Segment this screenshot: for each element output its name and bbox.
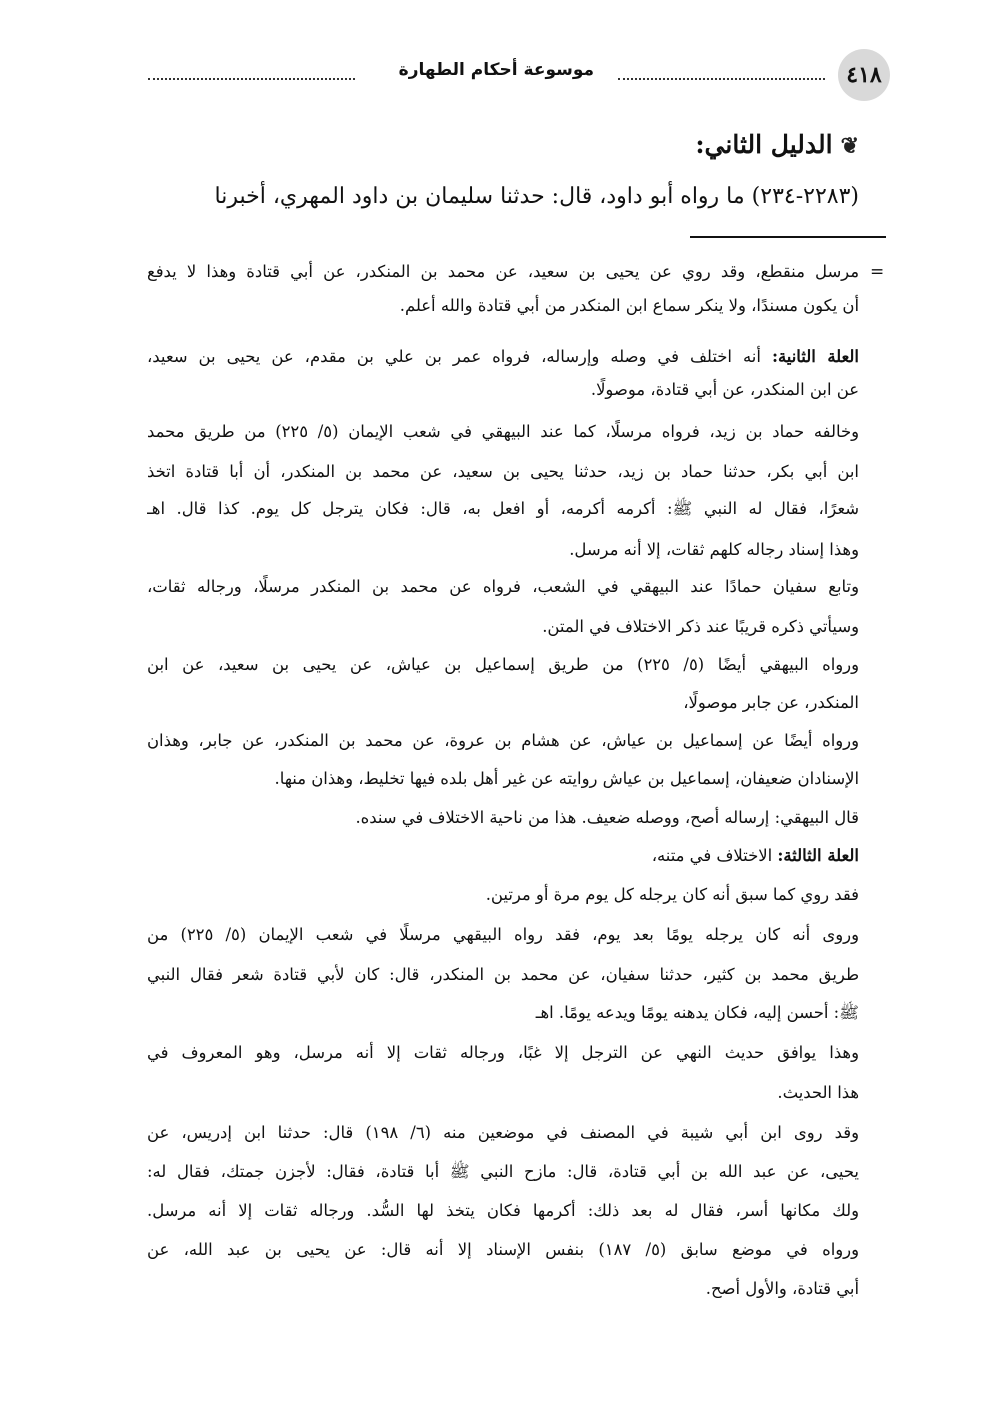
- footnote-line: العلة الثانية: أنه اختلف في وصله وإرساله، فرواه عمر بن علي بن مقدم، عن يحيى بن سعيد،: [147, 347, 859, 366]
- footnote-line: وخالفه حماد بن زيد، فرواه مرسلًا، كما عند البيهقي في شعب الإيمان (٥/ ٢٢٥) من طريق محمد: [147, 422, 859, 441]
- footnote-line: أن يكون مسندًا، ولا ينكر سماع ابن المنكدر من أبي قتادة والله أعلم.: [399, 296, 859, 315]
- footnote-line: وهذا يوافق حديث النهي عن الترجل إلا غبًا، ورجاله ثقات إلا أنه مرسل، وهو المعروف في: [147, 1043, 859, 1062]
- footnote-line: ورواه أيضًا عن إسماعيل بن عياش، عن هشام بن عروة، عن محمد بن المنكدر، عن جابر، وهذان: [147, 731, 859, 750]
- footnote-line: ورواه في موضع سابق (٥/ ١٨٧) بنفس الإسناد إلا أنه قال: عن يحيى بن عبد الله، عن: [147, 1240, 859, 1259]
- footnote-label: العلة الثالثة:: [777, 846, 859, 865]
- leaf-icon: ❦: [840, 133, 859, 159]
- footnote-line: مرسل منقطع، وقد روي عن يحيى بن سعيد، عن محمد بن المنكدر، عن أبي قتادة وهذا لا يدفع: [147, 262, 859, 281]
- footnote-line: المنكدر، عن جابر موصولًا،: [683, 693, 859, 712]
- section-heading-text: الدليل الثاني:: [695, 130, 833, 159]
- footnote-line: قال البيهقي: إرساله أصح، ووصله ضعيف. هذا من ناحية الاختلاف في سنده.: [355, 808, 859, 827]
- footnote-line: وروى أنه كان يرجله يومًا بعد يوم، فقد رواه البيقهي مرسلًا في شعب الإيمان (٥/ ٢٢٥) من: [147, 925, 859, 944]
- footnote-label: العلة الثانية:: [771, 347, 859, 366]
- footnote-line: وسيأتي ذكره قريبًا عند ذكر الاختلاف في المتن.: [542, 617, 859, 636]
- footnote-line: ﷺ: أحسن إليه، فكان يدهنه يومًا ويدعه يومًا. اهـ: [535, 1003, 859, 1022]
- footnote-line: وتابع سفيان حمادًا عند البيهقي في الشعب، فرواه عن محمد بن المنكدر مرسلًا، ورجاله ثقات،: [147, 577, 859, 596]
- footnote-continuation-mark: =: [870, 262, 885, 282]
- running-header-title: موسوعة أحكام الطهارة: [398, 60, 594, 80]
- hadith-text-line: (٢٢٨٣-٢٣٤) ما رواه أبو داود، قال: حدثنا سليمان بن داود المهري، أخبرنا: [214, 184, 859, 209]
- footnote-line: ولك مكانها أسر، فقال له بعد ذلك: أكرمها فكان يتخذ لها السُّد. ورجاله ثقات إلا أنه مرسل.: [147, 1201, 859, 1220]
- header-dotted-rule-right: [618, 78, 825, 80]
- header-dotted-rule-left: [148, 78, 355, 80]
- footnote-line: أبي قتادة، والأول أصح.: [705, 1279, 859, 1298]
- footnote-line: شعرًا، فقال له النبي ﷺ: أكرمه أكرمه، أو افعل به، قال: فكان يترجل كل يوم. كذا قال. اهـ: [147, 499, 859, 518]
- footnote-line: الإسنادان ضعيفان، إسماعيل بن عياش روايته عن غير أهل بلده فيها تخليط، وهذان منها.: [274, 769, 859, 788]
- section-heading: [695, 130, 859, 159]
- footnote-line: ابن أبي بكر، حدثنا حماد بن زيد، حدثنا يحيى بن سعيد، عن محمد بن المنكدر، أن أبا قتادة اتخذ: [147, 462, 859, 481]
- footnote-separator: [690, 236, 886, 238]
- page-number: ٤١٨: [838, 49, 890, 101]
- footnote-line: هذا الحديث.: [777, 1083, 859, 1102]
- footnote-line: فقد روي كما سبق أنه كان يرجله كل يوم مرة أو مرتين.: [485, 885, 859, 904]
- footnote-line: عن ابن المنكدر، عن أبي قتادة، موصولًا.: [590, 380, 859, 399]
- footnote-line: يحيى، عن عبد الله بن أبي قتادة، قال: مازح النبي ﷺ أبا قتادة، فقال: لأجزن جمتك، فقال له:: [147, 1162, 859, 1181]
- footnote-line: وهذا إسناد رجاله كلهم ثقات، إلا أنه مرسل.: [569, 540, 859, 559]
- footnote-line: طريق محمد بن كثير، حدثنا سفيان، عن محمد بن المنكدر، قال: كان لأبي قتادة شعر فقال النبي: [147, 965, 859, 984]
- footnote-line: وقد روى ابن أبي شيبة في المصنف في موضعين منه (٦/ ١٩٨) قال: حدثنا ابن إدريس، عن: [147, 1123, 859, 1142]
- footnote-line: ورواه البيهقي أيضًا (٥/ ٢٢٥) من طريق إسماعيل بن عياش، عن يحيى بن سعيد، عن ابن: [147, 655, 859, 674]
- footnote-line: العلة الثالثة: الاختلاف في متنه،: [651, 846, 859, 865]
